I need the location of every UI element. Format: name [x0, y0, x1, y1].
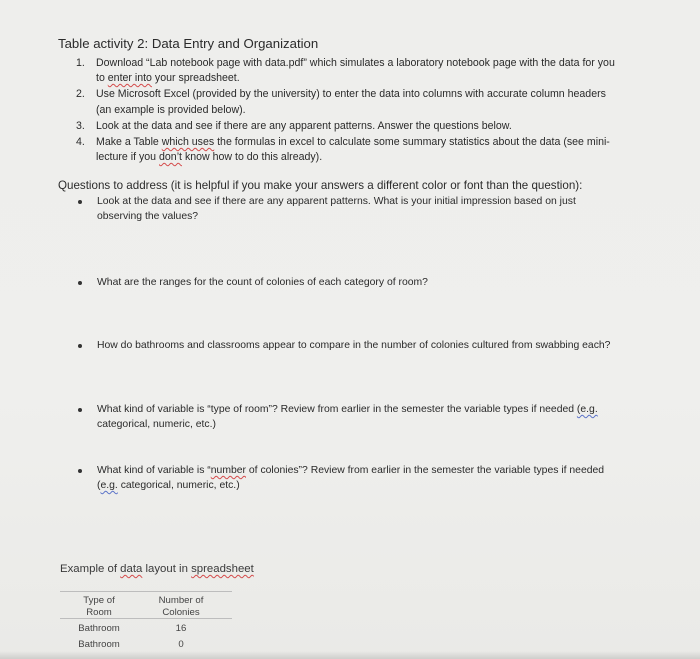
- spellcheck-mark: don’t: [159, 151, 182, 164]
- step-item: 1. Download “Lab notebook page with data.pdf” which simulates a laboratory notebook page with the data for you to enter into your spreadsheet.: [76, 57, 615, 85]
- spellcheck-mark: data: [120, 563, 143, 575]
- table-cell: 0: [178, 639, 184, 650]
- example-label: Example of data layout in spreadsheet: [60, 563, 254, 575]
- table-row: [60, 623, 232, 639]
- question-item: What are the ranges for the count of colonies of each category of room?: [78, 275, 638, 290]
- spellcheck-mark: which uses: [161, 136, 215, 149]
- step-item: 2. Use Microsoft Excel (provided by the university) to enter the data into columns with accurate column headers (an example is provided below).: [76, 88, 606, 116]
- table-header-cell: Number of Colonies: [158, 595, 204, 618]
- table-cell: 16: [175, 623, 187, 634]
- step-text: Look at the data and see if there are any apparent patterns. Answer the questions below.: [96, 119, 512, 132]
- table-cell: Bathroom: [78, 623, 120, 634]
- bullet-icon: [78, 344, 82, 348]
- spellcheck-mark: spreadsheet: [191, 563, 254, 575]
- step-text: Download “Lab notebook page with data.pdf” which simulates a laboratory notebook page with the data for you: [96, 57, 615, 69]
- spellcheck-mark: number: [210, 465, 246, 476]
- step-number: 3.: [76, 119, 85, 132]
- step-text: Use Microsoft Excel (provided by the university) to enter the data into columns with accurate column headers: [96, 88, 606, 101]
- bullet-icon: [78, 469, 82, 473]
- table-header-row: [60, 591, 232, 619]
- page-shadow: [0, 651, 700, 659]
- step-number: 1.: [76, 57, 85, 69]
- questions-intro: Questions to address (it is helpful if you make your answers a different color or font than the question):: [58, 179, 583, 192]
- step-item: [76, 119, 646, 134]
- step-item: 4. Make a Table which uses the formulas in excel to calculate some summary statistics about the data (see mini- lecture if you don’t know how to do this already).: [76, 136, 610, 164]
- activity-title: Table activity 2: Data Entry and Organization: [58, 36, 319, 51]
- step-number: 2.: [76, 88, 85, 101]
- step-number: 4.: [76, 136, 85, 149]
- grammar-mark: e.g.: [100, 480, 118, 492]
- table-header-cell: Type of Room: [83, 595, 115, 618]
- grammar-mark: (e.g.: [576, 404, 598, 415]
- steps-list: [76, 56, 646, 166]
- question-item: What kind of variable is “number of colonies”? Review from earlier in the semester the variable types if needed (e.g. categorical, numeric, etc.): [78, 463, 638, 493]
- bullet-icon: [78, 408, 82, 412]
- table-cell: Bathroom: [78, 639, 120, 650]
- spellcheck-mark: enter into: [107, 72, 152, 85]
- question-item: Look at the data and see if there are any apparent patterns. What is your initial impression based on just observing the values?: [78, 194, 638, 224]
- question-item: What kind of variable is “type of room”? Review from earlier in the semester the variable types if needed (e.g. categorical, numeric, etc.): [78, 402, 638, 432]
- question-item: How do bathrooms and classrooms appear to compare in the number of colonies cultured from swabbing each?: [78, 338, 638, 353]
- example-table: [60, 591, 232, 655]
- bullet-icon: [78, 281, 82, 285]
- bullet-icon: [78, 200, 82, 204]
